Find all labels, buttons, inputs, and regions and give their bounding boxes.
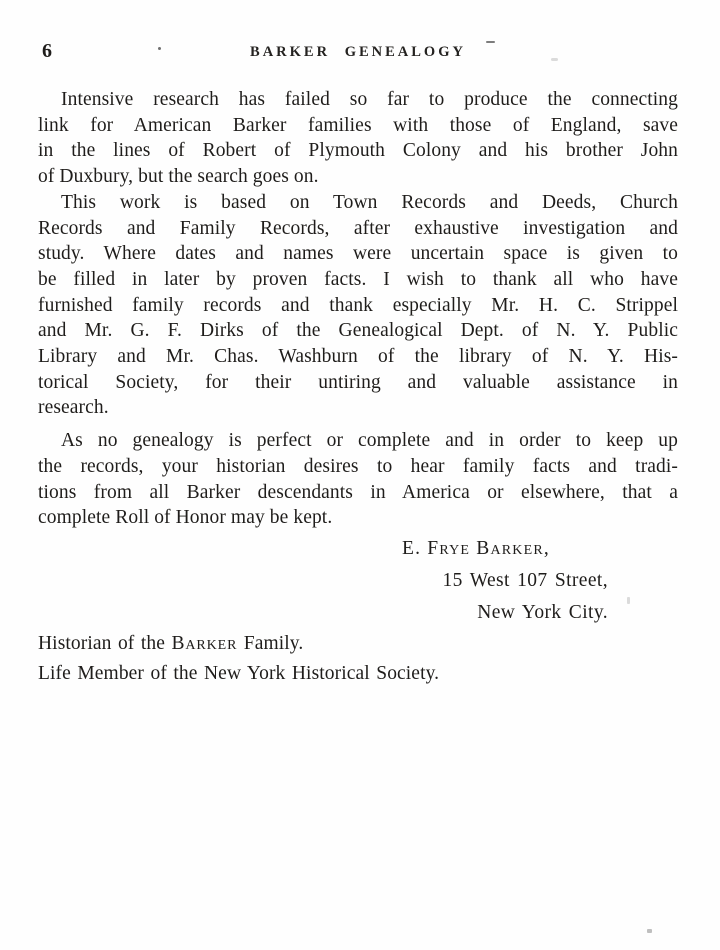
author-titles [38, 629, 678, 689]
signature-address-street: 15 West 107 Street, [442, 569, 608, 591]
paragraph [38, 87, 678, 190]
paragraph-line: Records and Family Records, after exhaustive investigation and [38, 217, 678, 239]
paragraph-line: furnished family records and thank especially Mr. H. C. Strippel [38, 294, 678, 316]
running-header [38, 40, 678, 64]
signature-name: E. Frye Barker, [402, 537, 550, 559]
scan-artifact-dot [158, 47, 161, 50]
membership-title: Life Member of the New York Historical Society. [38, 662, 440, 684]
paragraph-line: torical Society, for their untiring and valuable assistance in [38, 371, 678, 393]
page-number: 6 [42, 40, 53, 62]
paragraph [38, 190, 678, 421]
scan-artifact-speck [647, 929, 652, 933]
historian-title [38, 629, 678, 659]
paragraph-line: link for American Barker families with those of England, save [38, 114, 678, 136]
paragraph-line: tions from all Barker descendants in America or elsewhere, that a [38, 481, 678, 503]
paragraph-line: the records, your historian desires to hear family facts and tradi- [38, 455, 678, 477]
paragraph-line: and Mr. G. F. Dirks of the Genealogical Dept. of N. Y. Public [38, 320, 678, 342]
scan-artifact-mark [627, 597, 630, 604]
paragraph-line: be filled in later by proven facts. I wish to thank all who have [38, 268, 678, 290]
paragraph-line: study. Where dates and names were uncertain space is given to [38, 243, 678, 265]
paragraph-line: complete Roll of Honor may be kept. [38, 507, 333, 529]
signature-block [38, 533, 678, 629]
running-title: BARKER GENEALOGY [250, 44, 466, 60]
historian-suffix: Family. [237, 632, 304, 654]
historian-family-name: Barker [171, 632, 238, 654]
paragraph-line: Intensive research has failed so far to produce the connecting [61, 89, 678, 110]
paragraph-line: This work is based on Town Records and Deeds, Church [61, 191, 678, 213]
paragraph-line: of Duxbury, but the search goes on. [38, 166, 319, 188]
paragraph-line: As no genealogy is perfect or complete and in order to keep up [61, 430, 678, 452]
scan-artifact-dash [486, 41, 495, 43]
paragraph-line: research. [38, 397, 109, 419]
body-paragraphs [38, 87, 678, 531]
historian-prefix: Historian of the [38, 632, 172, 654]
paragraph-line: Library and Mr. Chas. Washburn of the library of N. Y. His- [38, 346, 678, 368]
paragraph [38, 428, 678, 531]
scan-artifact-smudge [551, 58, 558, 61]
signature-address-city: New York City. [477, 601, 608, 623]
paragraph-line: in the lines of Robert of Plymouth Colony and his brother John [38, 140, 678, 162]
